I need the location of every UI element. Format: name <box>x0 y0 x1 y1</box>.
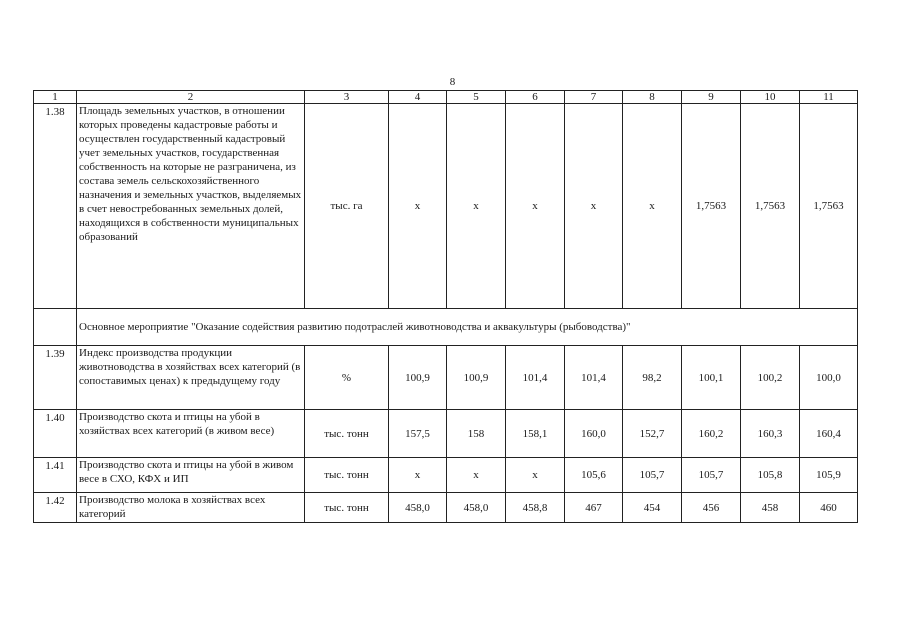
column-number-row <box>34 91 858 104</box>
value-cell: 152,7 <box>623 410 682 458</box>
table-row <box>34 346 858 410</box>
value-cell: 160,0 <box>565 410 623 458</box>
indicator-name: Производство скота и птицы на убой в хозяйствах всех категорий (в живом весе) <box>77 410 305 458</box>
value-cell: 105,7 <box>682 458 741 493</box>
value-cell: х <box>623 104 682 309</box>
column-number: 5 <box>447 91 506 104</box>
column-number: 1 <box>34 91 77 104</box>
value-cell: 458,0 <box>389 493 447 523</box>
indicator-name: Индекс производства продукции животноводства в хозяйствах всех категорий (в сопоставимых ценах) к предыдущему году <box>77 346 305 410</box>
row-number: 1.40 <box>34 410 77 458</box>
value-cell: х <box>565 104 623 309</box>
value-cell: 105,8 <box>741 458 800 493</box>
value-cell: х <box>447 458 506 493</box>
value-cell: 157,5 <box>389 410 447 458</box>
value-cell: 160,2 <box>682 410 741 458</box>
indicator-name: Площадь земельных участков, в отношении которых проведены кадастровые работы и осуществлен государственный кадастровый учет земельных участков, государственная собственность на которые не разграничена, из состава земель сельскохозяйственного назначения и земельных участков, выделяемых в счет невостребованных земельных долей, находящихся в собственности муниципальных образований <box>77 104 305 309</box>
column-number: 11 <box>800 91 858 104</box>
column-number: 10 <box>741 91 800 104</box>
indicator-name: Производство молока в хозяйствах всех категорий <box>77 493 305 523</box>
value-cell: 105,9 <box>800 458 858 493</box>
page-number: 8 <box>449 76 456 88</box>
value-cell: 458 <box>741 493 800 523</box>
column-number: 9 <box>682 91 741 104</box>
row-number: 1.39 <box>34 346 77 410</box>
value-cell: 1,7563 <box>682 104 741 309</box>
value-cell: 100,9 <box>447 346 506 410</box>
column-number: 4 <box>389 91 447 104</box>
table-row <box>34 493 858 523</box>
column-number: 7 <box>565 91 623 104</box>
column-number: 6 <box>506 91 565 104</box>
indicator-name: Производство скота и птицы на убой в живом весе в СХО, КФХ и ИП <box>77 458 305 493</box>
row-number: 1.42 <box>34 493 77 523</box>
table-row <box>34 104 858 309</box>
unit-cell: тыс. тонн <box>305 458 389 493</box>
value-cell: 1,7563 <box>800 104 858 309</box>
value-cell: х <box>447 104 506 309</box>
value-cell: 105,6 <box>565 458 623 493</box>
value-cell: 100,1 <box>682 346 741 410</box>
value-cell: 458,0 <box>447 493 506 523</box>
value-cell: 160,3 <box>741 410 800 458</box>
unit-cell: тыс. га <box>305 104 389 309</box>
column-number: 8 <box>623 91 682 104</box>
unit-cell: тыс. тонн <box>305 410 389 458</box>
row-number: 1.41 <box>34 458 77 493</box>
section-row <box>34 309 858 346</box>
unit-cell: % <box>305 346 389 410</box>
indicators-table <box>33 90 858 523</box>
value-cell: х <box>389 104 447 309</box>
table-row <box>34 410 858 458</box>
column-number: 2 <box>77 91 305 104</box>
value-cell: 458,8 <box>506 493 565 523</box>
value-cell: 160,4 <box>800 410 858 458</box>
unit-cell: тыс. тонн <box>305 493 389 523</box>
value-cell: 454 <box>623 493 682 523</box>
section-spacer <box>34 309 77 346</box>
value-cell: 467 <box>565 493 623 523</box>
value-cell: 101,4 <box>565 346 623 410</box>
row-number: 1.38 <box>34 104 77 309</box>
value-cell: 105,7 <box>623 458 682 493</box>
value-cell: 158,1 <box>506 410 565 458</box>
column-number: 3 <box>305 91 389 104</box>
table-row <box>34 458 858 493</box>
section-title: Основное мероприятие "Оказание содействия развитию подотраслей животноводства и аквакультуры (рыбоводства)" <box>77 309 858 346</box>
value-cell: 100,9 <box>389 346 447 410</box>
value-cell: 158 <box>447 410 506 458</box>
value-cell: 456 <box>682 493 741 523</box>
value-cell: х <box>389 458 447 493</box>
value-cell: 100,0 <box>800 346 858 410</box>
value-cell: 460 <box>800 493 858 523</box>
value-cell: х <box>506 104 565 309</box>
value-cell: 100,2 <box>741 346 800 410</box>
value-cell: 98,2 <box>623 346 682 410</box>
value-cell: 1,7563 <box>741 104 800 309</box>
value-cell: х <box>506 458 565 493</box>
value-cell: 101,4 <box>506 346 565 410</box>
